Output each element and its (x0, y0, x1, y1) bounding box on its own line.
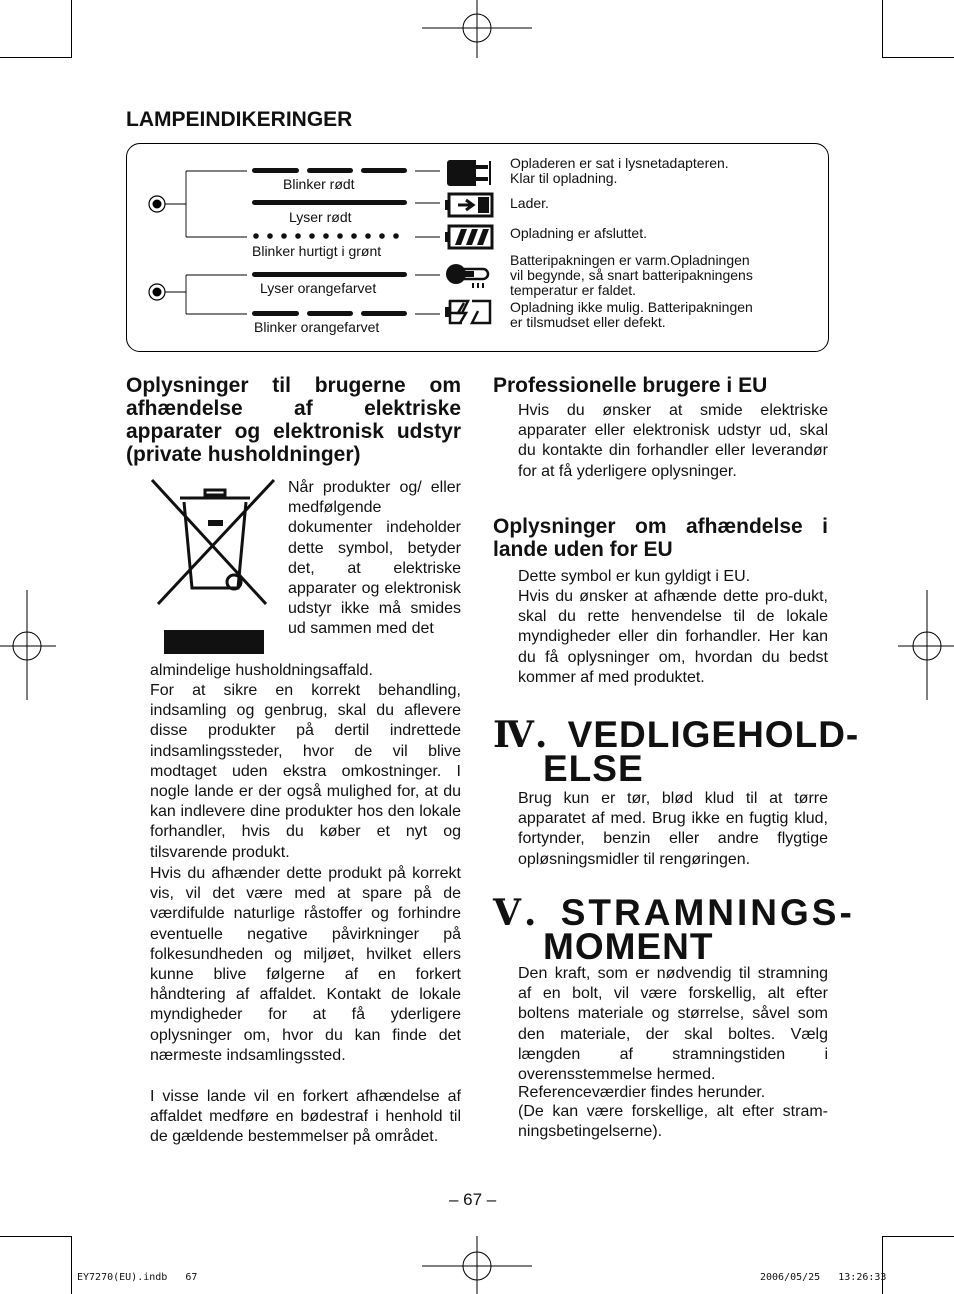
lamp-pattern-label: Lyser rødt (289, 209, 352, 225)
lamp-description: Lader. (510, 195, 549, 211)
page-number: – 67 – (449, 1190, 497, 1209)
section-5-number: Ⅴ. (493, 892, 540, 934)
section-4-title-line1: VEDLIGEHOLD- (567, 714, 860, 755)
lamp-pattern-label: Blinker rødt (283, 176, 355, 192)
lamp-pattern-label: Lyser orangefarvet (260, 280, 377, 296)
lamp-description: Opladeren er sat i lysnetadapteren. Klar til opladning. (510, 155, 729, 186)
red-blink-dash (307, 168, 353, 173)
orange-blink-dash (252, 311, 299, 316)
weee-paragraph: For at sikre en korrekt behandling, indsamling og genbrug, skal du aflevere disse produkter på dertil indrettede indsamlingssteder, hvor de vil blive modtaget uden ekstra omkostninger. I nogle lande er der også mulighed for, at du kan indlevere dine produkter hos den lokale forhandler, hvis du køber et nyt og tilsvarende produkt. (150, 682, 461, 861)
lamp-pattern-label: Blinker hurtigt i grønt (252, 243, 382, 259)
plug-icon (444, 157, 496, 189)
orange-blink-dash (307, 311, 353, 316)
non-eu-text: Dette symbol er kun gyldigt i EU. (518, 568, 751, 585)
pro-users-text: Hvis du ønsker at smide elektriske apparater eller elektronisk udstyr ud, skal du kontakte din forhandler eller leverandør for at få yderligere oplysninger. (518, 402, 828, 480)
lamp-description: Batteripakningen er varm.Opladningen vil begynde, så snart batteripakningens temperatur er faldet. (510, 252, 753, 298)
orange-blink-dash (361, 311, 407, 316)
section-5-title-line2: MOMENT (543, 926, 714, 967)
weee-intro-tail: almindelige husholdningsaffald. (150, 662, 373, 679)
battery-defect-icon (444, 299, 496, 327)
weee-intro: Når produkter og/ eller medfølgende dokumenter indeholder dette symbol, betyder det, at elektriske apparater og elektronisk udstyr ikke må smides ud sammen med det (288, 479, 461, 638)
lamp-description: Opladning ikke mulig. Batteripakningen er tilsmudset eller defekt. (510, 299, 753, 330)
red-blink-dash (361, 168, 407, 173)
maintenance-text: Brug kun er tør, blød klud til at tørre apparatet af med. Brug ikke en fugtig klud, fortynder, benzin eller andre flygtige opløsningsmidler til rengøringen. (518, 790, 828, 868)
torque-text: (De kan være forskellige, alt efter stram-ningsbetingelserne). (518, 1103, 828, 1141)
section-4-title-line2: ELSE (543, 748, 644, 789)
red-solid-line (252, 200, 407, 205)
section-5-title (493, 892, 855, 967)
lamp-section-title: LAMPEINDIKERINGER (126, 108, 353, 131)
thermometer-icon (444, 260, 496, 292)
lamp-description: Opladning er afsluttet. (510, 225, 647, 241)
green-fast-blink-dots (250, 230, 410, 242)
section-4-title (493, 714, 860, 789)
non-eu-heading: Oplysninger om afhændelse i lande uden for EU (493, 515, 828, 561)
weee-heading: Oplysninger til brugerne om afhændelse af elektriske apparater og elektronisk udstyr (private husholdninger) (126, 374, 461, 466)
weee-paragraph: I visse lande vil en forkert afhændelse af affaldet medføre en bødestraf i henhold til de gældende bestemmelser på området. (150, 1088, 461, 1146)
battery-full-icon (444, 224, 496, 250)
footer-file: EY7270(EU).indb 67 (77, 1272, 198, 1283)
weee-paragraph: Hvis du afhænder dette produkt på korrekt vis, vil det være med at spare på de værdifulde naturlige råstoffer og forhindre eventuelle negative påvirkninger på folkesundheden og miljøet, hvilket ellers kunne blive følgerne af en forkert håndtering af affaldet. Kontakt de lokale myndigheder for at få yderligere oplysninger om, hvor du kan finde det nærmeste indsamlingssted. (150, 865, 461, 1064)
lamp-pattern-label: Blinker orangefarvet (254, 319, 380, 335)
section-5-title-line1: STRAMNINGS- (560, 892, 855, 933)
crossed-bin-icon (150, 478, 278, 656)
footer-timestamp: 2006/05/25 13:26:33 (760, 1272, 887, 1283)
orange-solid-line (252, 272, 407, 277)
section-4-number: Ⅳ. (493, 714, 549, 756)
torque-text: Den kraft, som er nødvendig til stramning af en bolt, vil være forskellig, alt efter boltens materiale og størrelse, såvel som den materiale, der skal boltes. Vælg længden af stramningstiden i overensstemmelse hermed. (518, 965, 828, 1084)
battery-charging-icon (444, 192, 496, 218)
torque-text: Referenceværdier findes herunder. (518, 1084, 766, 1101)
pro-users-heading: Professionelle brugere i EU (493, 374, 768, 397)
non-eu-text: Hvis du ønsker at afhænde dette pro-dukt, skal du rette henvendelse til de lokale myndigheder eller din forhandler. Her kan du få oplysninger om, hvordan du bedst kommer af med produktet. (518, 588, 828, 686)
red-blink-dash (252, 168, 299, 173)
